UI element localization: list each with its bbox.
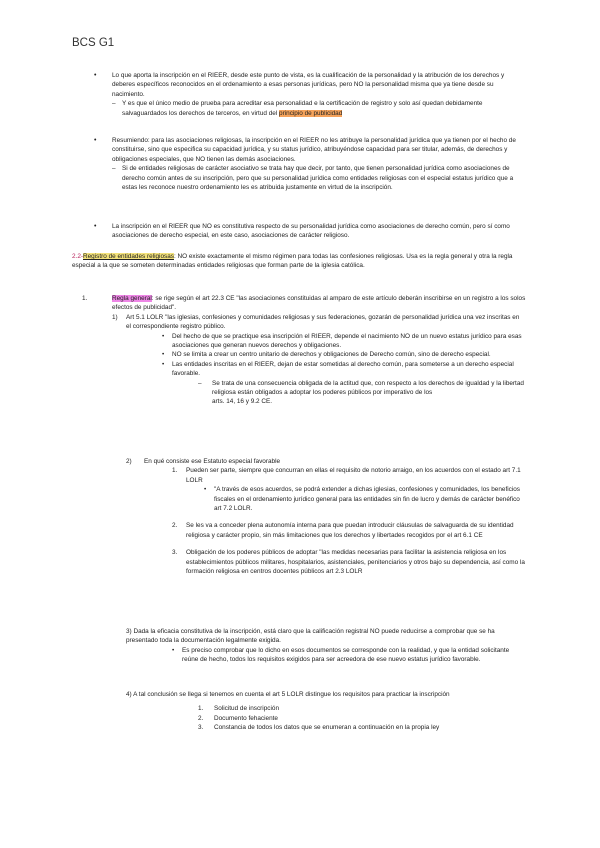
highlighted-term: Regla general	[112, 295, 152, 302]
paragraph-text: : se rige según el art 22.3 CE "las asociaciones constituidas al amparo de este artículo deberán inscribirse en un registro a los solos efectos de publicidad".	[112, 295, 526, 312]
paragraph	[112, 294, 526, 313]
paragraph: La inscripción en el RIEER que NO es constitutiva respecto de su personalidad jurídica como asociaciones de derecho común, pero sí como asociaciones de derecho especial, en este caso, asociaciones de carácter religioso.	[112, 223, 510, 240]
paragraph: Art 5.1 LOLR "las iglesias, confesiones y comunidades religiosas y sus federaciones, gozarán de personalidad jurídica una vez inscritas en el correspondiente registro público.	[126, 313, 520, 331]
bullet-icon: •	[162, 332, 165, 340]
document-header: BCS G1	[72, 37, 115, 49]
paragraph: Pueden ser parte, siempre que concurran en ellas el requisito de notorio arraigo, en los acuerdos con el estado art 7.1 LOLR	[186, 467, 521, 484]
bullet-icon: •	[94, 72, 97, 79]
list-item: Solicitud de inscripción	[214, 705, 280, 713]
dash-icon: –	[112, 100, 116, 108]
highlighted-term: principio de publicidad	[279, 109, 343, 117]
estatuto-block	[126, 457, 526, 576]
paragraph: Si de entidades religiosas de carácter asociativo se trata hay que decir, por tanto, que tienen personalidad jurídica como asociaciones de derecho común antes de su inscripción, pero que su personalidad jurídica como entidades religiosas con el especial estatus jurídico que a estas les reconoce nuestro ordenamiento les es atribuida justamente en virtud de la inscripción.	[122, 165, 514, 192]
paragraph: Obligación de los poderes públicos de adoptar "las medidas necesarias para facilitar la asistencia religiosa en los establecimientos públicos militares, hospitalarios, asistenciales, penitenciarios y otros bajo su dependencia, así como la formación religiosa en centros docentes públicos art 2.3 LOLR	[186, 549, 525, 576]
dash-icon: –	[112, 165, 116, 173]
section-text: : NO existe exactamente el mismo régimen para todas las confesiones religiosas. Usa es la regla general y otra la regla especial a la que se someten determinadas entidades religiosas que forman parte de la iglesia católica.	[72, 253, 513, 270]
section-number: 2.2-	[72, 253, 84, 260]
list-number: 2.	[172, 522, 178, 530]
list-number: 1.	[82, 295, 88, 302]
section-2-2	[72, 252, 528, 271]
list-number: 2)	[126, 458, 132, 465]
list-item: Constancia de todos los datos que se enumeran a continuación en la propia ley	[214, 724, 440, 732]
list-item: Documento fehaciente	[214, 714, 278, 722]
eficacia-block	[126, 627, 526, 665]
list-number: 3.	[172, 549, 178, 557]
bullet-block-3	[94, 222, 526, 241]
list-number: 1.	[198, 705, 204, 713]
bullet-icon: •	[204, 486, 207, 494]
paragraph-text: arts. 14, 16 y 9.2 CE.	[212, 398, 273, 406]
regla-general-block	[82, 294, 526, 407]
section-title: Registro de entidades religiosas	[83, 253, 174, 260]
bullet-icon: •	[94, 137, 97, 144]
subheading: En qué consiste ese Estatuto especial favorable	[144, 458, 281, 465]
paragraph: Se les va a conceder plena autonomía interna para que puedan introducir cláusulas de salvaguarda de su identidad religiosa y carácter propio, sin más limitaciones que los derechos y libertades recogidos por el art 6.1 CE	[186, 522, 514, 539]
list-number: 3.	[198, 724, 204, 732]
bullet-icon: •	[162, 351, 165, 359]
bullet-icon: •	[162, 360, 165, 368]
paragraph-text: Se trata de una consecuencia obligada de la actitud que, con respecto a los derechos de igualdad y la libertad religiosa están obligados a adoptar los poderes públicos por imperativo de los	[212, 379, 524, 397]
bullet-icon: •	[172, 646, 175, 654]
paragraph	[122, 99, 526, 118]
bullet-block-1	[94, 71, 526, 118]
paragraph: 3) Dada la eficacia constitutiva de la inscripción, está claro que la calificación registral NO puede reducirse a comprobar que se ha presentado toda la documentación legalmente exigida.	[126, 628, 495, 645]
paragraph	[212, 379, 526, 407]
paragraph: Del hecho de que se practique esa inscripción el RIEER, depende el nacimiento NO de un nuevo estatus jurídico para esas asociaciones que generan nuevos derechos y obligaciones.	[172, 332, 522, 350]
list-number: 1.	[172, 467, 178, 475]
requisitos-block	[126, 690, 526, 733]
bullet-block-2	[94, 136, 526, 192]
paragraph: Es preciso comprobar que lo dicho en esos documentos se corresponde con la realidad, y que la entidad solicitante reúne de hecho, todos los requisitos exigidos para ser acreedora de ese nuevo estatus jurídico favorable.	[182, 646, 510, 664]
list-number: 2.	[198, 714, 204, 722]
paragraph: NO se limita a crear un centro unitario de derechos y obligaciones de Derecho común, sino de derecho especial.	[172, 351, 491, 359]
paragraph: Las entidades inscritas en el RIEER, dejan de estar sometidas al derecho común, para someterse a un derecho especial favorable.	[172, 360, 514, 378]
bullet-icon: •	[94, 223, 97, 230]
list-number: 1)	[112, 313, 118, 321]
paragraph: "A través de esos acuerdos, se podrá extender a dichas iglesias, confesiones y comunidades, los beneficios fiscales en el ordenamiento jurídico general para las entidades sin fin de lucro y demás de carácter benéfico art 7.2 LOLR.	[214, 486, 521, 513]
paragraph: Lo que aporta la inscripción en el RIEER, desde este punto de vista, es la cualificación de la personalidad y la atribución de los derechos y deberes específicos reconocidos en el ordenamiento a esas personas jurídicas, pero NO la personalidad misma que ya tiene desde su nacimiento.	[112, 72, 505, 98]
paragraph: 4) A tal conclusión se llega si tenemos en cuenta el art 5 LOLR distingue los requisitos para practicar la inscripción	[126, 691, 450, 698]
paragraph: Resumiendo: para las asociaciones religiosas, la inscripción en el RIEER no les atribuye la personalidad jurídica que ya tienen por el hecho de constituirse, sino que especifica su capacidad jurídica, y su status jurídico, atribuyéndose capacidad para ser titular, además, de derechos y obligaciones especiales, que NO tienen las demás asociaciones.	[112, 137, 516, 163]
dash-icon: –	[198, 379, 202, 387]
paragraph-text: Y es que el único medio de prueba para acreditar esa personalidad e la certificación de registro y solo así quedan debidamente salvaguardados los derechos de terceros, en virtud del	[122, 100, 483, 117]
